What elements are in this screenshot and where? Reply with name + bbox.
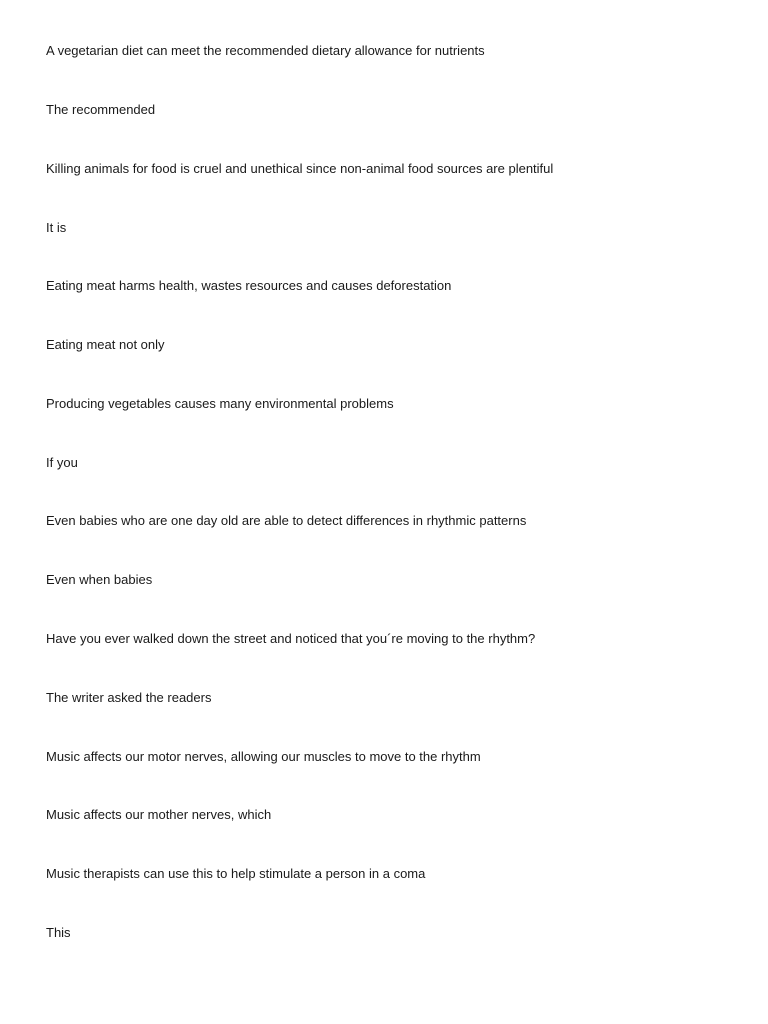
text-line: The recommended — [46, 102, 156, 117]
text-line: This — [46, 925, 71, 940]
text-line: The writer asked the readers — [46, 690, 212, 705]
text-line: Eating meat not only — [46, 337, 165, 352]
text-line: Eating meat harms health, wastes resources and causes deforestation — [46, 278, 452, 293]
text-line: Even when babies — [46, 572, 153, 587]
text-line: Have you ever walked down the street and noticed that you´re moving to the rhythm? — [46, 631, 536, 646]
text-line: Producing vegetables causes many environmental problems — [46, 396, 394, 411]
text-line: It is — [46, 220, 67, 235]
text-line: Music therapists can use this to help stimulate a person in a coma — [46, 866, 426, 881]
text-line: Killing animals for food is cruel and unethical since non-animal food sources are plentiful — [46, 161, 554, 176]
text-line: If you — [46, 455, 78, 470]
text-line: A vegetarian diet can meet the recommended dietary allowance for nutrients — [46, 43, 485, 58]
text-line: Even babies who are one day old are able to detect differences in rhythmic patterns — [46, 513, 527, 528]
text-line: Music affects our motor nerves, allowing our muscles to move to the rhythm — [46, 749, 481, 764]
text-line: Music affects our mother nerves, which — [46, 807, 272, 822]
